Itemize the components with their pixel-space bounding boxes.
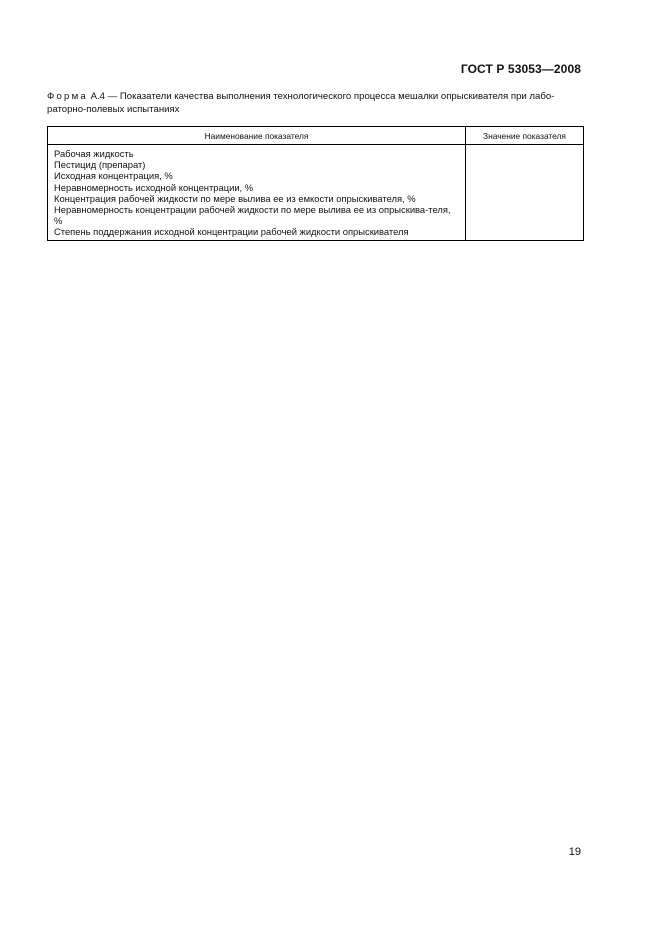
indicator-item: Неравномерность исходной концентрации, % [54, 181, 254, 193]
form-caption [47, 91, 583, 116]
indicator-item: Пестицид (препарат) [54, 159, 146, 171]
table-header-row [48, 127, 584, 145]
indicators-table [47, 126, 584, 241]
indicator-item: Степень поддержания исходной концентрации рабочей жидкости опрыскивателя [54, 226, 409, 238]
indicator-item: Концентрация рабочей жидкости по мере вылива ее из емкости опрыскивателя, % [54, 192, 416, 204]
form-number: А.4 [87, 91, 105, 102]
indicator-item: Рабочая жидкость [54, 148, 134, 159]
indicator-names-cell [48, 145, 466, 241]
indicator-item: Исходная концентрация, % [54, 170, 173, 182]
column-header-indicator-name: Наименование показателя [48, 127, 466, 145]
indicator-item: Неравномерность концентрации рабочей жидкости по мере вылива ее из опрыскива-теля, % [54, 204, 454, 227]
column-header-indicator-value: Значение показателя [466, 127, 584, 145]
indicator-values-cell [466, 145, 584, 241]
form-word: Форма [47, 91, 88, 102]
form-caption-text: — Показатели качества выполнения технологического процесса мешалки опрыскивателя при лабо-раторно-полевых испытаниях [47, 91, 555, 115]
table-row [48, 145, 584, 241]
page-number: 19 [568, 846, 581, 858]
document-standard-code: ГОСТ Р 53053—2008 [460, 62, 581, 76]
